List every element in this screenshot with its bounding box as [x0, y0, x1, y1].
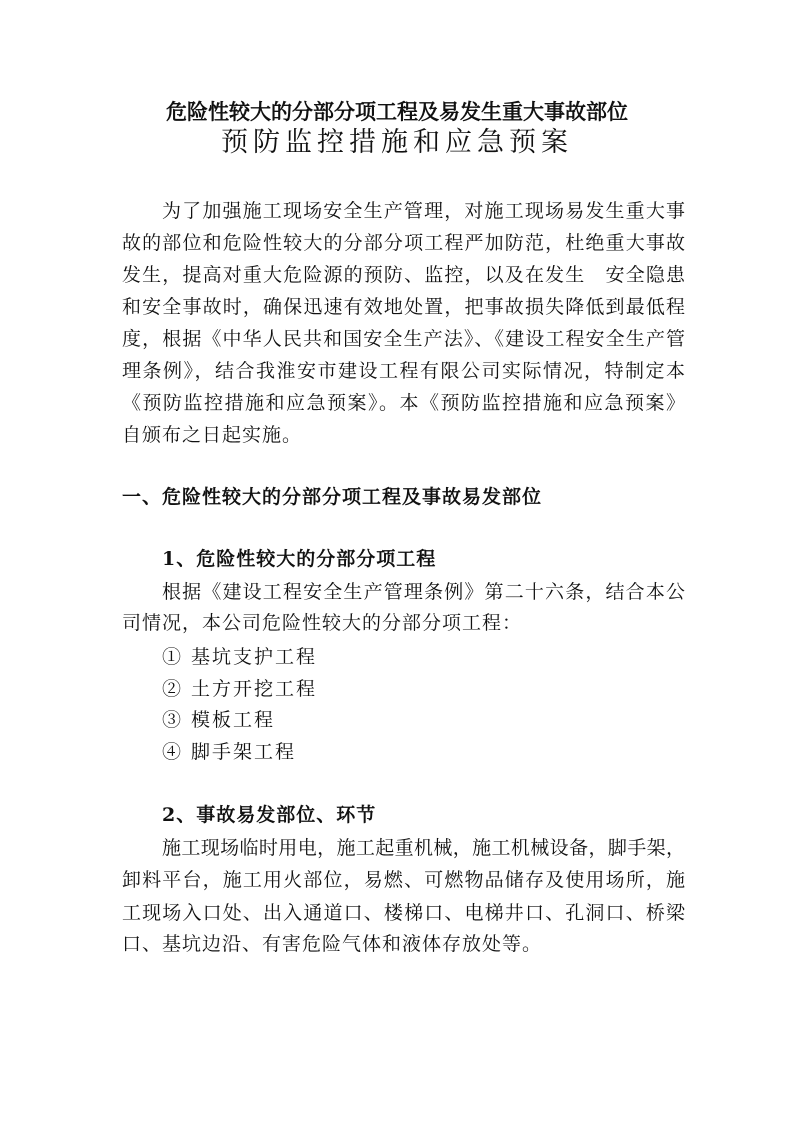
paragraph-line: 司情况，本公司危险性较大的分部分项工程： — [122, 612, 523, 634]
paragraph-line: 理条例》，结合我淮安市建设工程有限公司实际情况，特制定本 — [122, 360, 685, 382]
title-line-2: 预防监控措施和应急预案 — [221, 127, 573, 158]
paragraph-line: 工现场入口处、出入通道口、楼梯口、电梯井口、孔洞口、桥梁 — [122, 902, 685, 924]
paragraph-line: 为了加强施工现场安全生产管理，对施工现场易发生重大事 — [162, 200, 685, 222]
section-heading-1: 一、危险性较大的分部分项工程及事故易发部位 — [122, 486, 543, 508]
list-item: ② 土方开挖工程 — [162, 678, 318, 700]
title-line-1: 危险性较大的分部分项工程及易发生重大事故部位 — [166, 99, 628, 124]
list-item: ④ 脚手架工程 — [162, 741, 297, 763]
subsection-heading-2: 2、事故易发部位、环节 — [162, 804, 377, 826]
paragraph-line: 《预防监控措施和应急预案》。本《预防监控措施和应急预案》 — [122, 392, 685, 414]
list-item: ③ 模板工程 — [162, 709, 276, 731]
paragraph-line: 自颁布之日起实施。 — [122, 424, 303, 446]
list-item: ① 基坑支护工程 — [162, 646, 318, 668]
paragraph-line: 根据《建设工程安全生产管理条例》第二十六条，结合本公 — [162, 581, 685, 603]
paragraph-line: 故的部位和危险性较大的分部分项工程严加防范，杜绝重大事故 — [122, 232, 685, 254]
subsection-heading-1: 1、危险性较大的分部分项工程 — [162, 548, 437, 570]
paragraph-line: 和安全事故时，确保迅速有效地处置，把事故损失降低到最低程 — [122, 296, 685, 318]
paragraph-line: 口、基坑边沿、有害危险气体和液体存放处等。 — [122, 933, 543, 955]
paragraph-line: 施工现场临时用电，施工起重机械，施工机械设备，脚手架， — [162, 837, 685, 859]
paragraph-line: 卸料平台，施工用火部位，易燃、可燃物品储存及使用场所，施 — [122, 869, 685, 891]
paragraph-line: 发生，提高对重大危险源的预防、监控，以及在发生 安全隐患 — [122, 264, 685, 286]
paragraph-line: 度，根据《中华人民共和国安全生产法》、《建设工程安全生产管 — [122, 328, 685, 350]
